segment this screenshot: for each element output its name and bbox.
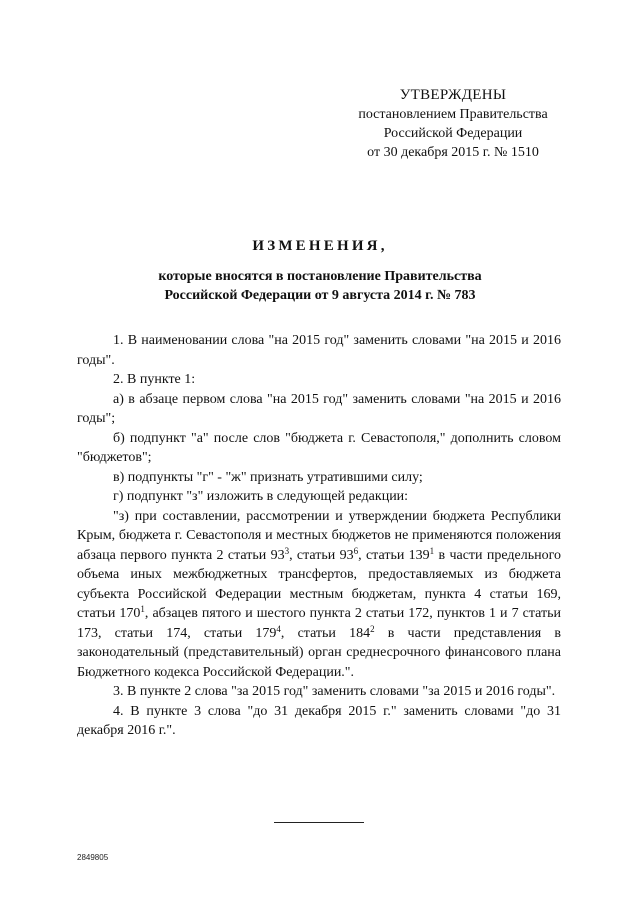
approval-line-2: Российской Федерации <box>383 126 523 141</box>
p7-segment-6: , статьи 184 <box>280 625 371 641</box>
paragraph-6: г) подпункт "з" изложить в следующей редакции: <box>113 489 409 504</box>
p7-segment-7: в части представления в законодательный (представительный) орган среднесрочного финансового плана Бюджетного кодекса Российской Федерации.". <box>77 625 561 680</box>
p7-segment-3: , статьи 139 <box>358 547 430 563</box>
p7-segment-2: , статьи 93 <box>289 547 354 563</box>
paragraph-7 <box>77 507 561 683</box>
paragraph-3: а) в абзаце первом слова "на 2015 год" заменить словами "на 2015 и 2016 годы"; <box>77 391 561 426</box>
approval-title: УТВЕРЖДЕНЫ <box>399 87 507 103</box>
p7-superscript-4: 1 <box>140 604 145 614</box>
document-heading <box>0 236 640 305</box>
p7-segment-1: "з) при составлении, рассмотрении и утверждении бюджета Республики Крым, бюджета г. Севастополя и местных бюджетов не применяются положения абзаца первого пункта 2 статьи 93 <box>77 508 561 563</box>
document-title: ИЗМЕНЕНИЯ, <box>252 238 388 254</box>
paragraph-8: 3. В пункте 2 слова "за 2015 год" заменить словами "за 2015 и 2016 годы". <box>113 684 556 699</box>
approval-block <box>318 86 588 162</box>
p7-segment-4: в части предельного объема иных межбюджетных трансфертов, предоставляемых из бюджета субъекта Российской Федерации местным бюджетам, пункта 4 статьи 169, статьи 170 <box>77 547 562 621</box>
document-body <box>77 331 561 741</box>
p7-segment-5: , абзацев пятого и шестого пункта 2 статьи 172, пунктов 1 и 7 статьи 173, статьи 174, статьи 179 <box>77 606 561 641</box>
paragraph-4: б) подпункт "а" после слов "бюджета г. Севастополя," дополнить словом "бюджетов"; <box>77 430 561 465</box>
p7-superscript-3: 1 <box>429 545 435 556</box>
approval-line-1: постановлением Правительства <box>358 107 548 122</box>
paragraph-5: в) подпункты "г" - "ж" признать утратившими силу; <box>113 469 423 485</box>
approval-line-3: от 30 декабря 2015 г. № 1510 <box>367 145 539 160</box>
p7-superscript-6: 2 <box>370 623 375 634</box>
paragraph-2: 2. В пункте 1: <box>113 372 196 387</box>
p7-superscript-1: 3 <box>284 545 290 556</box>
subtitle-line-1: которые вносятся в постановление Правительства <box>158 269 482 284</box>
end-separator-line <box>274 822 364 823</box>
paragraph-1: 1. В наименовании слова "на 2015 год" заменить словами "на 2015 и 2016 годы". <box>77 333 561 368</box>
subtitle-line-2: Российской Федерации от 9 августа 2014 г. № 783 <box>164 288 476 303</box>
document-number: 2849805 <box>77 853 109 862</box>
paragraph-9: 4. В пункте 3 слова "до 31 декабря 2015 г." заменить словами "до 31 декабря 2016 г.". <box>77 703 561 738</box>
p7-superscript-2: 6 <box>353 545 359 556</box>
document-subtitle <box>0 267 640 305</box>
p7-superscript-5: 4 <box>276 623 281 634</box>
